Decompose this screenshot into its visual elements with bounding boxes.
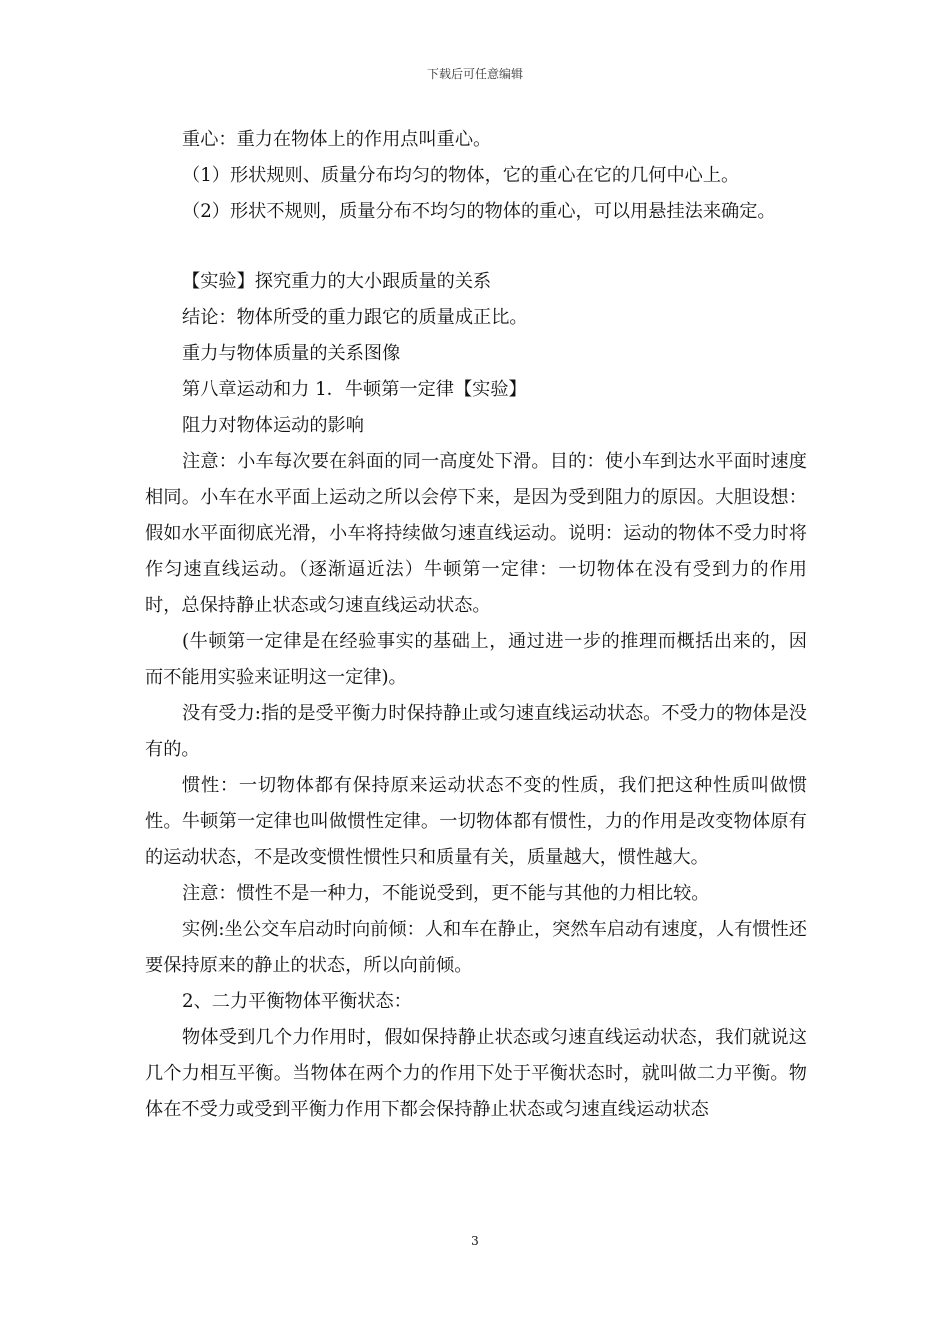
experiment-heading: 【实验】探究重力的大小跟质量的关系 <box>182 271 492 292</box>
document-body <box>145 122 807 1128</box>
newton-first-law-paragraph: 注意：小车每次要在斜面的同一高度处下滑。目的：使小车到达水平面时速度相同。小车在水平面上运动之所以会停下来，是因为受到阻力的原因。大胆设想：假如水平面彻底光滑，小车将持续做匀速直线运动。说明：运动的物体不受力时将作匀速直线运动。（逐渐逼近法）牛顿第一定律：一切物体在没有受到力的作用时，总保持静止状态或匀速直线运动状态。 <box>145 451 807 616</box>
chapter-heading: 第八章运动和力 1．牛顿第一定律【实验】 <box>182 379 527 400</box>
equilibrium-heading: 2、二力平衡物体平衡状态： <box>182 991 412 1012</box>
inertia-note-paragraph: 注意：惯性不是一种力，不能说受到，更不能与其他的力相比较。 <box>182 883 710 904</box>
inertia-example-paragraph: 实例:坐公交车启动时向前倾：人和车在静止，突然车启动有速度，人有惯性还要保持原来的静止的状态，所以向前倾。 <box>145 919 807 976</box>
page-header: 下载后可任意编辑 <box>426 67 523 81</box>
inertia-paragraph: 惯性：一切物体都有保持原来运动状态不变的性质，我们把这种性质叫做惯性。牛顿第一定律也叫做惯性定律。一切物体都有惯性，力的作用是改变物体原有的运动状态，不是改变惯性惯性只和质量有关，质量越大，惯性越大。 <box>145 775 807 868</box>
newton-law-note-paragraph: (牛顿第一定律是在经验事实的基础上，通过进一步的推理而概括出来的，因而不能用实验来证明这一定律)。 <box>145 631 807 688</box>
page-number: 3 <box>471 1234 479 1248</box>
relation-graph-caption: 重力与物体质量的关系图像 <box>182 343 401 364</box>
no-force-paragraph: 没有受力:指的是受平衡力时保持静止或匀速直线运动状态。不受力的物体是没有的。 <box>145 703 807 760</box>
gravity-center-definition: 重心：重力在物体上的作用点叫重心。 <box>182 129 492 150</box>
resistance-effect-heading: 阻力对物体运动的影响 <box>182 415 364 436</box>
gravity-center-irregular: （2）形状不规则，质量分布不均匀的物体的重心，可以用悬挂法来确定。 <box>182 201 776 222</box>
blank-gap <box>145 230 807 264</box>
gravity-center-regular: （1）形状规则、质量分布均匀的物体，它的重心在它的几何中心上。 <box>182 165 740 186</box>
equilibrium-paragraph: 物体受到几个力作用时，假如保持静止状态或匀速直线运动状态，我们就说这几个力相互平衡。当物体在两个力的作用下处于平衡状态时，就叫做二力平衡。物体在不受力或受到平衡力作用下都会保持静止状态或匀速直线运动状态 <box>145 1027 807 1120</box>
experiment-conclusion: 结论：物体所受的重力跟它的质量成正比。 <box>182 307 528 328</box>
